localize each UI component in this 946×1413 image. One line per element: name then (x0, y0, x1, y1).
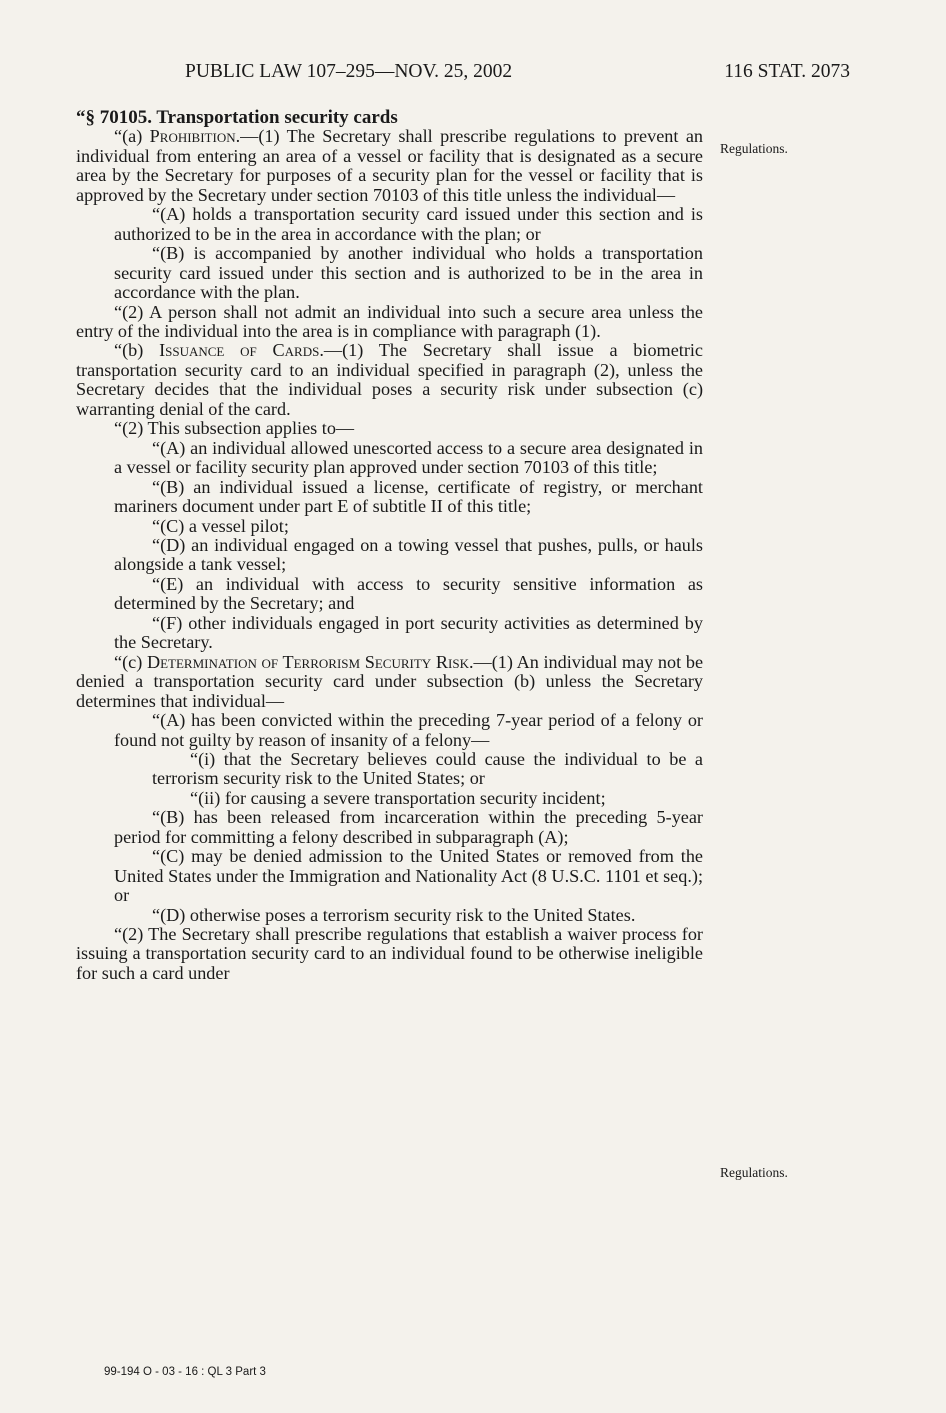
paragraph-b-2: “(2) This subsection applies to— (114, 418, 355, 439)
header-stat-citation: 116 STAT. 2073 (724, 61, 850, 82)
margin-note-regulations: Regulations. (720, 141, 788, 156)
subsection-a-lead: “(a) (114, 126, 150, 147)
subparagraph-b-D: “(D) an individual engaged on a towing vessel that pushes, pulls, or hauls alongside a tank vessel; (114, 534, 703, 575)
paragraph-a-2: “(2) A person shall not admit an individual into such a secure area unless the entry of the individual into the area is in compliance with paragraph (1). (76, 301, 703, 341)
subsection-c-text: .—(1) An individual may not be denied a transportation security card under subsection (b) unless the Secretary determines that individual— (76, 651, 704, 711)
subsection-c-title: Determination of Terrorism Security Risk (146, 651, 469, 672)
subparagraph-c-B: “(B) has been released from incarceration within the preceding 5-year period for committing a felony described in subparagraph (A); (114, 807, 703, 847)
subsection-a-title: Prohibition (149, 126, 236, 147)
subparagraph-a-B: “(B) is accompanied by another individual who holds a transportation security card issued under this section and is authorized to be in the area in accordance with the plan. (114, 243, 703, 303)
subparagraph-b-E: “(E) an individual with access to security sensitive information as determined by the Secretary; and (114, 573, 703, 614)
subsection-a (76, 127, 703, 205)
subparagraph-b-B: “(B) an individual issued a license, certificate of registry, or merchant mariners document under part E of subtitle II of this title; (114, 476, 703, 517)
subparagraph-c-C: “(C) may be denied admission to the United States or removed from the United States under the Immigration and Nationality Act (8 U.S.C. 1101 et seq.); or (114, 846, 703, 906)
subsection-a-text: .—(1) The Secretary shall prescribe regulations to prevent an individual from entering an area of a vessel or facility that is designated as a secure area by the Secretary for purposes of a security plan for the vessel or facility that is approved by the Secretary under section 70103 of this title unless the individual— (76, 126, 703, 205)
paragraph-c-2: “(2) The Secretary shall prescribe regulations that establish a waiver process for issuing a transportation security card to an individual found to be otherwise ineligible for such a card under (76, 924, 703, 983)
subsection-b-title: Issuance of Cards (159, 340, 320, 361)
subparagraph-b-C: “(C) a vessel pilot; (152, 515, 289, 536)
subsection-b (76, 341, 703, 419)
subparagraph-b-F: “(F) other individuals engaged in port security activities as determined by the Secretary. (114, 612, 703, 653)
subsection-b-lead: “(b) (114, 340, 160, 361)
subparagraph-c-D: “(D) otherwise poses a terrorism security risk to the United States. (152, 904, 636, 925)
subparagraph-a-A: “(A) holds a transportation security card issued under this section and is authorized to be in the area in accordance with the plan; or (114, 204, 703, 244)
statute-body (76, 108, 703, 983)
subsection-b-text: .—(1) The Secretary shall issue a biometric transportation security card to an individual specified in paragraph (2), unless the Secretary decides that the individual poses a security risk under subsection (c) warranting denial of the card. (76, 340, 703, 419)
subsection-c-lead: “(c) (114, 651, 147, 672)
page-footer: 99-194 O - 03 - 16 : QL 3 Part 3 (104, 1366, 266, 1378)
clause-c-A-ii: “(ii) for causing a severe transportation security incident; (190, 787, 606, 808)
header-public-law: PUBLIC LAW 107–295—NOV. 25, 2002 (185, 61, 513, 82)
subparagraph-c-A: “(A) has been convicted within the preceding 7-year period of a felony or found not guilty by reason of insanity of a felony— (114, 710, 703, 750)
subsection-c (76, 653, 703, 711)
subparagraph-b-A: “(A) an individual allowed unescorted access to a secure area designated in a vessel or facility security plan approved under section 70103 of this title; (114, 437, 703, 478)
section-heading: “§ 70105. Transportation security cards (76, 107, 398, 128)
margin-note-regulations: Regulations. (720, 1165, 788, 1180)
clause-c-A-i: “(i) that the Secretary believes could cause the individual to be a terrorism security risk to the United States; or (152, 748, 703, 789)
